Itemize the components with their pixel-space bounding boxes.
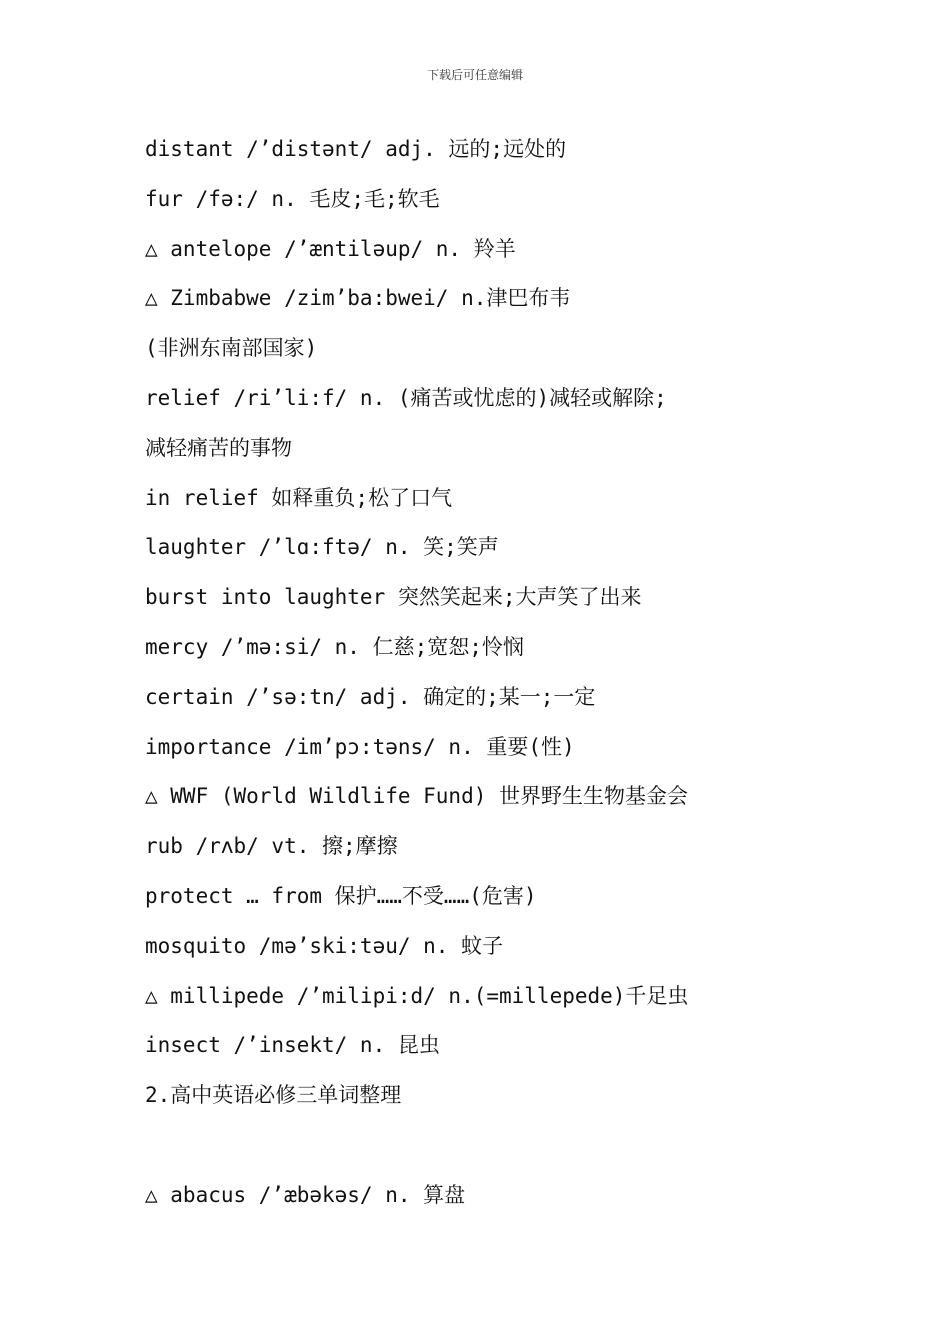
vocab-line: importance /im’pɔ:təns/ n. 重要(性) bbox=[145, 734, 575, 759]
vocab-line: laughter /’lɑ:ftə/ n. 笑;笑声 bbox=[145, 535, 499, 560]
vocab-line: in relief 如释重负;松了口气 bbox=[145, 485, 453, 510]
vocab-line: protect … from 保护……不受……(危害) bbox=[145, 883, 537, 908]
vocabulary-list bbox=[145, 131, 865, 1227]
vocab-line: fur /fə:/ n. 毛皮;毛;软毛 bbox=[145, 186, 440, 211]
section-heading: 2.高中英语必修三单词整理 bbox=[145, 1083, 402, 1108]
page-header: 下载后可任意编辑 bbox=[426, 68, 523, 82]
vocab-line: burst into laughter 突然笑起来;大声笑了出来 bbox=[145, 585, 642, 610]
vocab-line: relief /ri’li:f/ n. (痛苦或忧虑的)减轻或解除; bbox=[145, 385, 667, 410]
vocab-line: distant /’distənt/ adj. 远的;远处的 bbox=[145, 137, 567, 161]
vocab-line: △ abacus /’æbəkəs/ n. 算盘 bbox=[145, 1182, 466, 1207]
vocab-line: 减轻痛苦的事物 bbox=[145, 435, 292, 460]
vocab-line: mosquito /mə’ski:təu/ n. 蚊子 bbox=[145, 933, 504, 958]
vocab-line: rub /rʌb/ vt. 擦;摩擦 bbox=[145, 834, 398, 859]
vocab-line: △ millipede /’milipi:d/ n.(=millepede)千足虫 bbox=[145, 983, 689, 1008]
blank-line bbox=[145, 1127, 865, 1177]
vocab-line: mercy /’mə:si/ n. 仁慈;宽恕;怜悯 bbox=[145, 634, 524, 659]
vocab-line: insect /’insekt/ n. 昆虫 bbox=[145, 1033, 440, 1058]
vocab-line: △ WWF (World Wildlife Fund) 世界野生生物基金会 bbox=[145, 784, 689, 809]
vocab-line: certain /’sə:tn/ adj. 确定的;某一;一定 bbox=[145, 684, 596, 709]
vocab-line: △ antelope /’æntiləup/ n. 羚羊 bbox=[145, 236, 516, 261]
vocab-line: △ Zimbabwe /zim’ba:bwei/ n.津巴布韦 bbox=[145, 286, 571, 311]
vocab-line: (非洲东南部国家) bbox=[145, 336, 318, 361]
